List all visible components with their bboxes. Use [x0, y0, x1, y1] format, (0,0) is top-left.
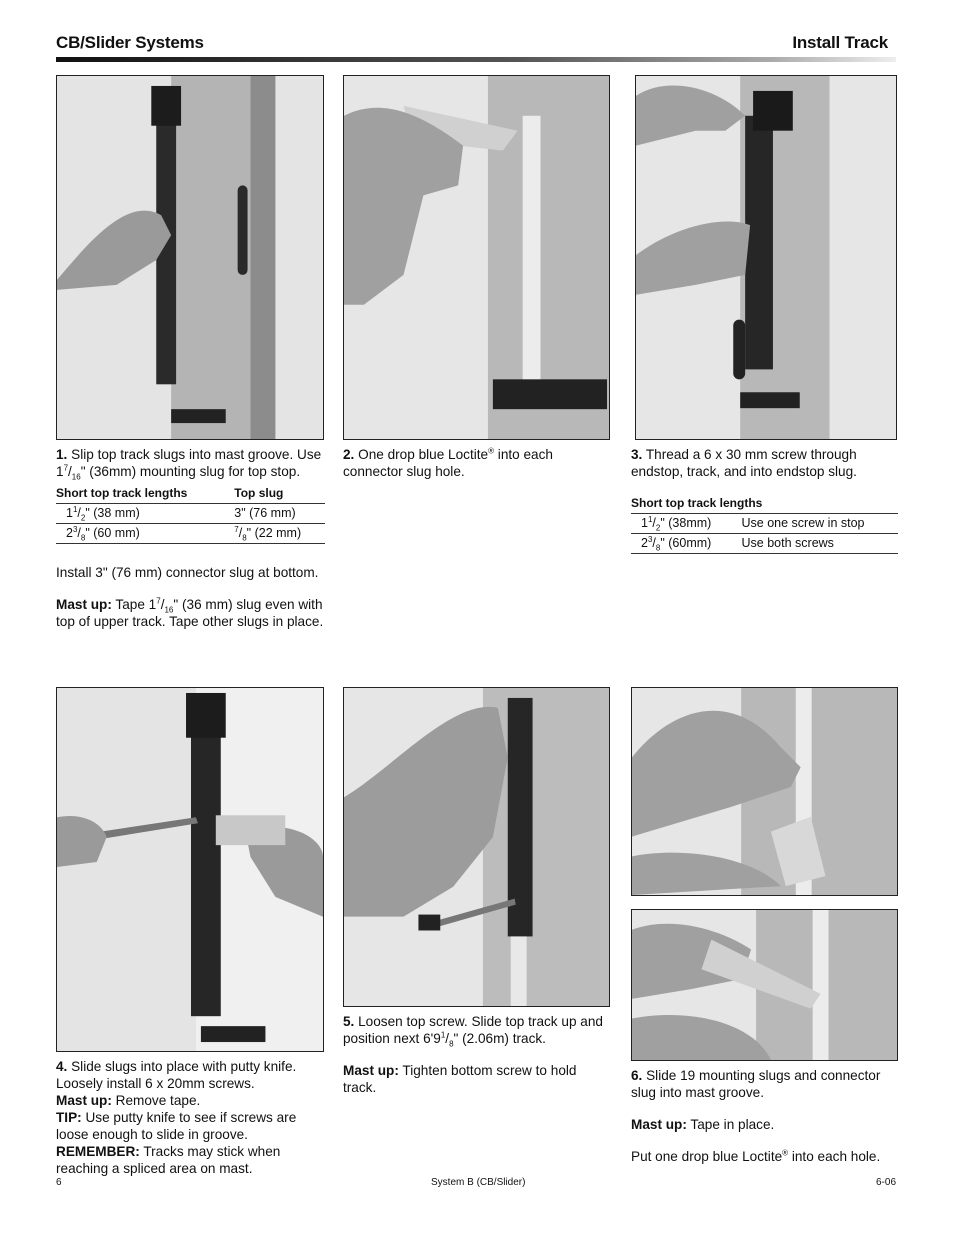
section-title: CB/Slider Systems [56, 33, 204, 52]
step-5-mast-up: Mast up: Tighten bottom screw to hold track. [343, 1063, 577, 1095]
step-6-mast-up: Mast up: Tape in place. [631, 1117, 775, 1132]
table-header: Short top track lengths [631, 495, 898, 514]
footer-date: 6-06 [875, 1177, 896, 1188]
table-row: $2^3/_8$" (60mm) Use both screws [631, 534, 898, 554]
caption-step-3: 3. Thread a 6 x 30 mm screw through endstop, track, and into endstop slug. Short top track lengths $1^1/_2$" (38mm) Use one screw in stop $2^3/_8$" (60mm) Use both screws [631, 446, 897, 554]
table-row: $1^1/_2$" (38mm) Use one screw in stop [631, 514, 898, 534]
photo-step-6b [631, 909, 898, 1061]
page-title: Install Track [792, 33, 888, 52]
caption-step-1 [56, 446, 326, 630]
caption-step-6: 6. Slide 19 mounting slugs and connector slug into mast groove. Mast up: Tape in place. Put one drop blue Loctite® into each hole. [631, 1067, 898, 1165]
step-6-loctite: Put one drop blue Loctite® into each hole. [631, 1148, 881, 1164]
table-header: Top slug [234, 485, 325, 504]
step-1-mast-up: Mast up: Tape $1^7/_{16}$" (36 mm) slug even with top of upper track. Tape other slugs in place. [56, 596, 324, 629]
page-number: 6 [56, 1177, 62, 1188]
photo-step-3 [635, 75, 897, 440]
header-rule [56, 57, 896, 62]
caption-step-5: 5. Loosen top screw. Slide top track up and position next $6'9^1/_8$" (2.06m) track. Mast up: Tighten bottom screw to hold track. [343, 1013, 613, 1096]
photo-step-4 [56, 687, 324, 1052]
step-1-text: 1. Slip top track slugs into mast groove. Use $1^7/_{16}$" (36mm) mounting slug for top stop. [56, 447, 322, 482]
footer-system: System B (CB/Slider) [431, 1177, 526, 1188]
caption-step-4: 4. Slide slugs into place with putty knife. Loosely install 6 x 20mm screws. Mast up: Remove tape. TIP: Use putty knife to see if screws are loose enough to slide in groove. REMEMBER: Tracks may stick when reaching a spliced area on mast. [56, 1058, 328, 1177]
photo-step-2 [343, 75, 610, 440]
short-top-track-table [56, 485, 325, 544]
table-header: Short top track lengths [56, 485, 234, 504]
step-1-note: Install 3" (76 mm) connector slug at bottom. [56, 565, 319, 580]
table-row: $2^3/_8$" (60 mm) $^7/_8$" (22 mm) [56, 524, 325, 544]
table-row: $1^1/_2$" (38 mm) 3" (76 mm) [56, 504, 325, 524]
step-4-remember: REMEMBER: Tracks may stick when reaching a spliced area on mast. [56, 1144, 281, 1176]
short-top-track-table-2 [631, 495, 898, 554]
photo-step-1 [56, 75, 324, 440]
photo-step-5 [343, 687, 610, 1007]
caption-step-2: 2. One drop blue Loctite® into each connector slug hole. [343, 446, 553, 479]
step-4-mast-up: Mast up: Remove tape. [56, 1093, 201, 1108]
photo-step-6a [631, 687, 898, 896]
step-4-tip: TIP: Use putty knife to see if screws are loose enough to slide in groove. [56, 1110, 297, 1142]
